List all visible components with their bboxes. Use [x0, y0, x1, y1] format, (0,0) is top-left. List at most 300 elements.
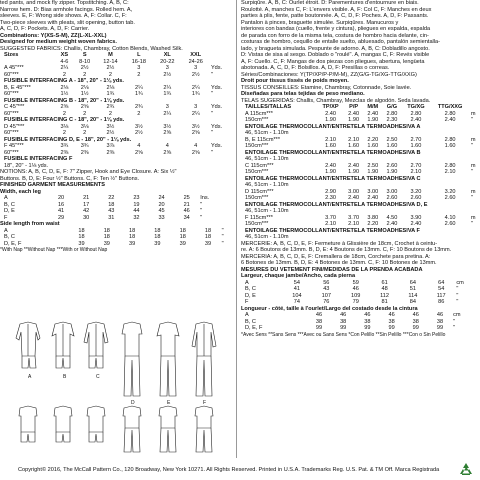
table-cell: D, E [245, 292, 256, 299]
table-cell: ENTOILAGE THERMOCOLLANT/ENTRETELA TERMOADHESIVA F [245, 227, 420, 234]
table-cell: " [210, 91, 213, 97]
text-line: parties à plis, fente, patte boutonnée. A, C, D, F: Poches. A, D, F: Passants. [241, 13, 429, 19]
table-cell: 3.00 [348, 188, 360, 195]
table-cell: 99 [436, 325, 444, 331]
table-cell: " [470, 117, 473, 123]
table-cell: 54 [438, 286, 445, 292]
garment-label-c: C [96, 374, 100, 380]
table-cell: Sizes [4, 52, 19, 58]
table-cell: 2.20 [367, 221, 379, 227]
table-cell: 1¾ [163, 91, 172, 97]
table-cell: 18 [154, 227, 161, 234]
table-cell: 1.90 [348, 117, 360, 123]
jumpsuit-sketch-f [192, 322, 216, 396]
table-cell: 99 [388, 325, 395, 331]
table-cell: 1½ [60, 91, 69, 97]
table-cell: 25 [183, 195, 190, 201]
table-cell: 60"*** [4, 149, 19, 156]
table-cell: 2⅝ [80, 104, 89, 110]
table-cell: 3.80 [367, 214, 379, 221]
text-line: lado, y bragueta simulada. Pespunte de adorno. A, B, C: Dobladillo angosto. [241, 45, 430, 52]
table-cell: 2⅛ [80, 84, 89, 91]
table-cell: 3.70 [348, 214, 360, 221]
table-cell: 2¼ [163, 84, 172, 91]
table-cell: 2.40 [367, 195, 379, 201]
table-cell: 46, 51cm - 1.10m [245, 182, 289, 188]
table-cell: 2 [83, 71, 87, 78]
table-cell: 4.50 [386, 214, 398, 221]
table-cell: 3½ [134, 123, 143, 130]
table-cell: 1.90 [367, 117, 379, 123]
table-cell: 86 [438, 299, 445, 305]
table-cell: 79 [352, 299, 359, 305]
table-cell: 18 [204, 234, 212, 240]
table-cell: 20-22 [160, 58, 175, 65]
garment-label-d: D [131, 400, 135, 406]
table-cell: D, E, F [245, 325, 263, 331]
jumpsuit-sketch-d [122, 322, 142, 396]
table-cell: " [200, 214, 203, 221]
table-cell: 99 [340, 325, 347, 331]
table-cell: FUSIBLE INTERFACING D, E - 18", 20" - 1⅛ yds. [4, 136, 132, 143]
table-cell: S [82, 52, 87, 58]
table-cell: 39 [103, 240, 110, 247]
table-cell: 41 [293, 286, 301, 292]
text-line: A, C, D, F: Pockets. A, D, F: Carrier. [0, 26, 90, 32]
table-cell: Yds. [210, 84, 223, 91]
table-cell: " [470, 143, 473, 149]
table-cell: 2⅛ [106, 84, 115, 91]
table-cell: 3 [137, 65, 141, 71]
table-cell: 2¼ [191, 84, 200, 91]
table-cell: B, E 115cm*** [245, 136, 281, 143]
table-cell: " [456, 292, 459, 299]
table-cell: 38 [340, 318, 347, 325]
table-cell: 46 [340, 312, 347, 318]
table-cell: 2.40 [444, 117, 456, 123]
table-cell: cm [453, 312, 461, 318]
table-cell: 18 [103, 227, 110, 234]
text-line: costuras de hombro, cequillo de entalle suelto, abluesado, pantalón semientalla- [241, 39, 441, 45]
table-cell: 24-26 [188, 58, 203, 65]
text-line: 6 Botones de 13mm. B, D, E: 4 Botones de 13mm. C, F: 10 Botones de 13mm. [241, 260, 437, 266]
table-cell: A [4, 195, 8, 201]
table-cell: 3⅛ [80, 123, 89, 130]
table-cell: 1.90 [367, 169, 379, 175]
longueur-table [241, 312, 480, 332]
table-cell: 20 [158, 201, 165, 208]
table-cell: 2.10 [348, 221, 360, 227]
table-cell: P/P [349, 104, 359, 110]
table-cell: 2.40 [348, 195, 360, 201]
table-cell: A 45"*** [4, 65, 24, 71]
table-cell: " [456, 299, 459, 305]
table-cell: 2.40 [410, 221, 422, 227]
table-cell: m [470, 110, 476, 117]
table-cell: 3½ [106, 123, 115, 130]
table-cell: 2.40 [348, 162, 360, 169]
table-cell: F [245, 299, 249, 305]
tissus-line: Droit pour tissus tissés de poids moyen. [241, 78, 349, 84]
table-cell: 38 [436, 318, 444, 325]
text-line: Roulotté. A, manches C, F: L'envers visible. A, F: Col C, F: Manches en deux [241, 6, 432, 13]
table-cell: " [470, 169, 473, 175]
table-cell: 29 [57, 214, 65, 221]
table-cell: 2.10 [325, 221, 336, 227]
table-cell: 99 [315, 325, 323, 331]
table-cell: ENTOILAGE THERMOCOLLANT/ENTRETELA TERMOADHESIVA C [245, 175, 421, 182]
metrage-table [241, 104, 480, 241]
table-cell: 2⅝ [60, 104, 69, 110]
table-cell: 2 [62, 71, 66, 78]
table-cell: 2.60 [444, 221, 456, 227]
table-cell: 24 [158, 195, 165, 201]
table-cell: 46, 51cm - 1.10m [245, 208, 289, 214]
table-cell: Yds. [210, 123, 223, 130]
table-cell: 38 [364, 318, 371, 325]
table-cell: " [221, 234, 224, 240]
suggested-fabrics: SUGGESTED FABRICS: Challis, Chambray, Cotton Blends, Washed Silk. [0, 45, 183, 52]
table-cell: " [210, 130, 213, 136]
table-cell: 18 [128, 227, 136, 234]
table-cell: " [200, 208, 203, 214]
table-cell: 76 [323, 299, 330, 305]
table-cell: 1.60 [348, 143, 360, 149]
text-line: A, F: Cuello. C, F: Mangas de dos piezas con pliegues, abertura, lengüeta [241, 58, 425, 65]
table-cell: 114 [408, 292, 418, 299]
table-cell: 2 [83, 130, 87, 136]
table-cell: 3 [194, 104, 198, 110]
table-cell: 2.40 [410, 117, 422, 123]
table-cell: 2.10 [325, 136, 336, 143]
table-cell: 61 [381, 279, 388, 286]
table-cell: m [470, 188, 476, 195]
table-cell: 39 [154, 240, 161, 247]
table-cell: 1.60 [367, 143, 379, 149]
table-cell: F 45"*** [4, 143, 24, 149]
table-cell: 46 [352, 286, 359, 292]
table-cell: 1.90 [386, 169, 398, 175]
table-cell: 2.10 [348, 136, 360, 143]
table-cell: 39 [78, 240, 85, 247]
longueur-heading: Longueur - côté, taille à l'ourlet/Largo del costado desde la cintura [241, 305, 418, 312]
table-cell: 1.90 [325, 117, 336, 123]
table-cell: 2.70 [410, 136, 422, 143]
table-cell: 44 [133, 208, 140, 214]
text-line: MERCERÍA: A, B, C, D, E, F: Cremallera de 18cm, Corchete para pretina. A: [241, 253, 431, 260]
table-cell: 18 [103, 234, 110, 240]
table-cell: 2¼ [191, 110, 200, 117]
table-cell: B, C [245, 286, 256, 292]
table-cell: TP/XP [322, 104, 339, 110]
table-cell: 2 [83, 110, 87, 117]
table-cell: M [108, 52, 113, 58]
text-line: Pantalon à pinces, braguette simulée. Surpiqûres. Manucuros y [241, 19, 399, 26]
text-line: re. A: 6 Boutons de 13mm. B, D, E: 4 Boutons de 13mm. C, F: 10 Boutons de 13mm. [241, 247, 452, 253]
text-line: de parada con forro de la misma tela, costura de hombro hacia delante, cin- [241, 32, 429, 39]
table-cell: FUSIBLE INTERFACING A - 18", 20" - 1⅛ yds. [4, 78, 124, 84]
table-cell: 2¾ [134, 104, 143, 110]
table-cell: 39 [204, 240, 212, 247]
table-cell: 16-18 [131, 58, 146, 65]
table-cell: 1.60 [410, 143, 422, 149]
table-cell: 81 [381, 299, 388, 305]
table-cell: 2.80 [444, 162, 456, 169]
table-cell: 60"*** [4, 71, 19, 78]
table-cell: Ins. [200, 195, 210, 201]
table-cell: 2 [108, 110, 112, 117]
series-line: Séries/Combinaciones: Y(TP/XP/P-P/M-M), ZZ(G/G-TG/XG-TTG/XXG) [241, 71, 417, 78]
table-cell: 43 [108, 208, 115, 214]
table-cell: 3¾ [80, 143, 89, 149]
table-cell: 3.00 [367, 188, 379, 195]
table-cell: " [210, 110, 213, 117]
text-line: Two-piece sleeves with pleats, slit opening, button tab. [0, 19, 135, 26]
table-cell: 2¼ [134, 84, 143, 91]
table-cell: 18 [78, 234, 85, 240]
table-cell: 1.60 [444, 143, 456, 149]
table-cell: 2¼ [163, 110, 172, 117]
garment-sketches [0, 316, 233, 456]
table-cell: TAILLES/TALLAS [245, 104, 292, 110]
width-heading: Width, each leg [0, 188, 41, 195]
finished-measurements-heading: FINISHED GARMENT MEASUREMENTS [0, 182, 106, 188]
table-cell: 2⅝ [191, 149, 200, 156]
table-cell: 43 [323, 286, 330, 292]
table-cell: Yds. [210, 65, 223, 71]
table-cell: 150cm*** [245, 169, 269, 175]
table-cell: 21 [183, 201, 190, 208]
table-cell: ENTOILAGE THERMOCOLLANT/ENTRETELA TERMOADHESIVA D, E [245, 201, 428, 208]
garment-label-a: A [28, 374, 32, 380]
table-cell: 1.60 [325, 143, 336, 149]
table-cell: 104 [292, 292, 302, 299]
table-cell: 18 [78, 227, 85, 234]
table-cell: 30 [83, 214, 90, 221]
table-cell: 112 [380, 292, 390, 299]
table-cell: 2¾ [106, 104, 115, 110]
table-cell: 46 [412, 312, 419, 318]
table-cell: B, E 45"*** [4, 84, 31, 91]
table-cell: D, E, F [4, 240, 22, 247]
table-cell: 3.20 [444, 188, 456, 195]
table-cell: " [210, 71, 213, 78]
table-cell: XL [163, 52, 171, 58]
width-table [0, 195, 233, 221]
table-cell: 34 [183, 214, 190, 221]
table-cell: 3½ [191, 123, 200, 130]
table-cell: 56 [323, 279, 330, 286]
text-line: D: Vistas de sisa al sesgo. Doblado o "roulé". A, mangas C, F: Revés visible [241, 52, 430, 58]
table-cell: 2⅝ [163, 130, 172, 136]
table-cell: FUSIBLE INTERFACING F [4, 156, 73, 162]
table-cell: 17 [83, 201, 90, 208]
table-cell: " [221, 227, 224, 234]
table-cell: 21 [83, 195, 90, 201]
text-line: sleeves. E, F: Wrong side shows. A, F: Collar. C, F: [0, 13, 127, 19]
romper-sketch-a [16, 322, 40, 368]
table-cell: TG/XG [407, 104, 425, 110]
table-cell: B, C [4, 201, 15, 208]
garment-label-f: F [203, 400, 207, 406]
table-cell: 2.40 [325, 162, 336, 169]
table-cell: 2.40 [325, 110, 336, 117]
table-cell: 38 [412, 318, 419, 325]
english-column [0, 0, 233, 254]
garment-label-e: E [167, 400, 171, 406]
table-cell: 150cm*** [245, 221, 269, 227]
table-cell: 4 [194, 143, 198, 149]
table-cell: 2½ [163, 71, 172, 78]
table-cell: 42 [83, 208, 90, 214]
table-cell: 107 [321, 292, 331, 299]
table-cell: " [456, 286, 459, 292]
column-divider [236, 0, 237, 458]
text-line: MERCERIE: A, B, C, D, E, F: Fermeture à Glissière de 18cm, Crochet à ceintu- [241, 240, 438, 247]
table-cell: 4.10 [444, 214, 456, 221]
table-cell: 2.30 [386, 117, 398, 123]
table-cell: 2.20 [367, 136, 379, 143]
table-cell: 2.40 [386, 221, 398, 227]
table-cell: 2⅛ [60, 84, 69, 91]
table-cell: F [4, 214, 8, 221]
table-cell: 2.30 [325, 195, 336, 201]
table-cell: 2.60 [386, 195, 398, 201]
table-cell: 4 [137, 143, 141, 149]
table-cell: 31 [108, 214, 115, 221]
table-cell: 1.60 [386, 143, 398, 149]
table-cell: 3 [165, 104, 169, 110]
description-text-fr-es [241, 0, 480, 72]
table-cell: " [470, 195, 473, 201]
table-cell: 3.00 [386, 188, 398, 195]
table-cell: 2.90 [325, 188, 336, 195]
table-cell: 18 [154, 234, 161, 240]
table-cell: 51 [409, 286, 416, 292]
table-cell: 18 [179, 227, 186, 234]
table-cell: Yds. [210, 143, 223, 149]
table-cell: 2⅜ [80, 149, 89, 156]
table-cell: FUSIBLE INTERFACING B - 18", 20" - 1⅛ yds. [4, 97, 125, 104]
table-cell: D 45"*** [4, 123, 25, 130]
table-cell: C 115cm*** [245, 162, 274, 169]
table-cell: 46 [436, 312, 444, 318]
table-cell: XXL [190, 52, 202, 58]
table-cell: TTG/XXG [437, 104, 463, 110]
table-cell: 32 [133, 214, 140, 221]
table-cell: 1¾ [191, 91, 200, 97]
table-cell: 38 [388, 318, 395, 325]
back-view-sketches [19, 406, 213, 452]
table-cell: 2⅜ [60, 149, 69, 156]
table-cell: 117 [436, 292, 446, 299]
table-cell: 150cm*** [245, 117, 269, 123]
table-cell: 12-14 [103, 58, 118, 65]
table-cell: 22 [108, 195, 115, 201]
garment-label-b: B [63, 374, 67, 380]
table-cell: 45 [158, 208, 165, 214]
table-cell: 1.90 [348, 169, 360, 175]
table-cell: " [200, 201, 203, 208]
jumpsuit-sketch-e [157, 322, 179, 396]
table-cell: 33 [158, 214, 165, 221]
table-cell: 19 [133, 201, 140, 208]
table-cell: 2 [137, 71, 141, 78]
table-cell: 1.90 [325, 169, 336, 175]
table-cell: M/M [367, 104, 379, 110]
yardage-table [0, 52, 233, 169]
table-cell: L [137, 52, 141, 58]
table-cell: 2½ [191, 71, 200, 78]
tissus-conseilles: TISSUS CONSEILLÉS: Étamine, Chambray, Cotonnade, Soie lavée. [241, 84, 412, 91]
table-cell: 60"*** [4, 91, 19, 97]
table-cell: " [210, 149, 213, 156]
table-cell: 2.70 [410, 162, 422, 169]
table-cell: 2½ [106, 65, 115, 71]
table-cell: " [470, 221, 473, 227]
table-cell: FUSIBLE INTERFACING C - 18", 20" - 1⅛ yds. [4, 117, 125, 123]
table-cell: 1¾ [106, 91, 115, 97]
merceria-text [241, 254, 480, 267]
table-cell: 23 [133, 195, 140, 201]
table-cell: 3.20 [410, 188, 422, 195]
table-cell: 59 [352, 279, 359, 286]
table-cell: 3 [194, 65, 198, 71]
table-cell: 99 [364, 325, 371, 331]
side-length-table [0, 228, 233, 248]
table-cell: 46, 51cm - 1.10m [245, 234, 289, 240]
table-cell: " [453, 325, 456, 331]
table-cell: 2.50 [367, 162, 379, 169]
table-cell: 41 [57, 208, 65, 214]
table-cell: XS [60, 52, 69, 58]
copyright-text: Copyright© 2016, The McCall Pattern Co., 120 Broadway, New York 10271. All Rights Reserved. Printed in U.S.A. Trademarks Reg. U.S. Pat. & TM Off. Marca Registrada [18, 467, 440, 473]
text-line: ted pants, and mock fly zipper. Topstitching. A, B, C: [0, 0, 129, 6]
table-cell: G/G [386, 104, 398, 110]
table-cell: m [470, 136, 476, 143]
table-cell: 2.10 [410, 169, 422, 175]
table-cell: 3.90 [410, 214, 422, 221]
text-line: interiores con bandas (cuello, frente y cintura), pliegues en espalda, espalda [241, 26, 431, 32]
table-cell: 2 [62, 130, 66, 136]
text-line: Narrow hem. D: Bias armhole facings. Rolled hem. A, [0, 6, 133, 13]
table-cell: m [470, 214, 476, 221]
table-cell: 38 [315, 318, 323, 325]
table-cell: 16 [57, 201, 65, 208]
table-cell: 60"*** [4, 130, 19, 136]
table-cell: 18 [128, 234, 136, 240]
table-cell: 18 [179, 234, 186, 240]
recycle-icon [458, 462, 474, 476]
table-cell: 46 [388, 312, 395, 318]
mesures-heading: MESURES DU VÊTEMENT FINI/MEDIDAS DE LA PRENDA ACABADA [241, 266, 423, 273]
description-text [0, 0, 233, 33]
table-cell: 2.80 [444, 110, 456, 117]
table-cell: 18", 20" - 1⅛ yds. [4, 162, 49, 169]
largeur-heading: Largeur, chaque jambe/Ancho, cada pierna [241, 273, 356, 279]
table-cell: 2⅝ [163, 149, 172, 156]
nap-note: *With Nap **Without Nap ***With or Without Nap [0, 247, 108, 253]
table-cell: 54 [293, 279, 301, 286]
table-cell: m [470, 162, 476, 169]
table-cell: 2.80 [386, 110, 398, 117]
table-cell: 46, 51cm - 1.10m [245, 130, 289, 136]
table-cell: B, C [245, 318, 256, 325]
table-cell: 1¾ [134, 91, 143, 97]
table-cell: A [245, 279, 249, 286]
table-cell: F 115cm*** [245, 214, 273, 221]
table-cell: 150cm*** [245, 143, 269, 149]
